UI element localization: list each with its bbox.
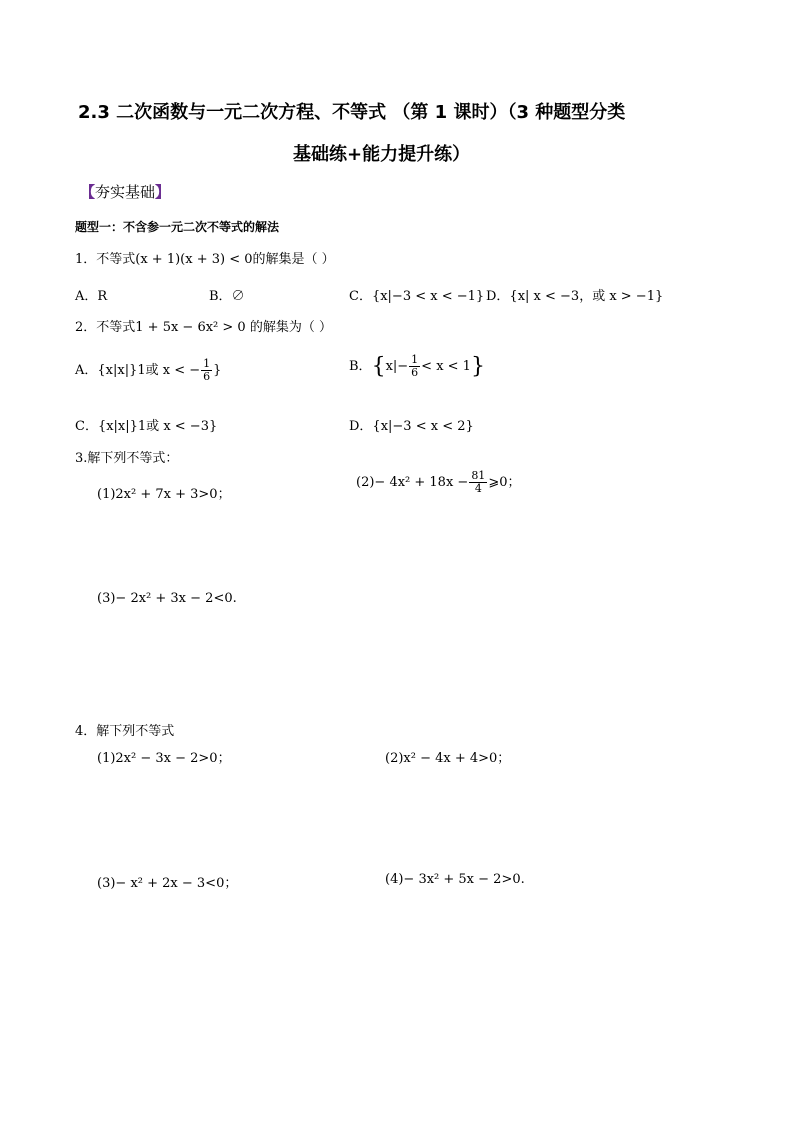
- fraction-denominator: 6: [203, 370, 211, 383]
- question-1-option-c: C．{x|−3 < x < −1}: [349, 289, 485, 304]
- question-3-part-1: (1)2x² + 7x + 3>0；: [97, 487, 231, 502]
- option-b-fraction: [409, 354, 420, 379]
- question-4-part-1: (1)2x² − 3x − 2>0；: [97, 751, 231, 766]
- part-2-fraction: [469, 470, 487, 495]
- question-2-option-c: C．{x|x|}1或 x < −3}: [75, 419, 218, 434]
- part-2-prefix: (2)− 4x² + 18x −: [356, 475, 469, 490]
- page-title-line-1: 2.3 二次函数与一元二次方程、不等式 （第 1 课时）（3 种题型分类: [78, 102, 626, 123]
- option-a-fraction: [201, 358, 212, 383]
- option-b-label: B．: [349, 359, 372, 374]
- question-4-part-2: (2)x² − 4x + 4>0；: [385, 751, 511, 766]
- question-3-part-3: (3)− 2x² + 3x − 2<0.: [97, 591, 237, 606]
- page-title-line-2: 基础练+能力提升练）: [293, 144, 471, 165]
- question-3-stem: 3.解下列不等式：: [75, 451, 179, 466]
- question-1-option-a: A．R: [75, 289, 108, 304]
- option-a-close: }: [213, 363, 222, 378]
- question-4-stem: 4．解下列不等式: [75, 724, 175, 739]
- fraction-numerator: 1: [203, 357, 211, 370]
- question-2-option-d: D．{x|−3 < x < 2}: [349, 419, 474, 434]
- question-1-option-b: B．∅: [209, 289, 245, 304]
- fraction-numerator: 81: [471, 469, 486, 482]
- section-label: 夯实基础: [95, 183, 156, 201]
- question-1-stem: 1．不等式(x + 1)(x + 3) < 0的解集是（ ）: [75, 252, 335, 267]
- fraction-numerator: 1: [411, 353, 419, 366]
- question-2-stem: 2．不等式1 + 5x − 6x² > 0 的解集为（ ）: [75, 320, 332, 335]
- section-left-bracket: 【: [80, 183, 96, 201]
- section-right-bracket: 】: [155, 183, 171, 201]
- question-1-option-d: D．{x| x < −3，或 x > −1}: [486, 289, 664, 304]
- option-b-text-2: < x < 1: [421, 359, 471, 374]
- part-2-suffix: ⩾0；: [488, 475, 521, 490]
- question-2-option-b: [349, 354, 485, 379]
- question-4-part-4: (4)− 3x² + 5x − 2>0.: [385, 872, 525, 887]
- option-b-close-brace: }: [470, 354, 485, 379]
- question-4-part-3: (3)− x² + 2x − 3<0；: [97, 876, 238, 891]
- question-2-option-a: [75, 358, 221, 383]
- option-a-text: A．{x|x|}1或 x < −: [75, 363, 201, 378]
- fraction-denominator: 6: [411, 366, 419, 379]
- option-b-open-brace: {: [371, 354, 386, 379]
- question-3-part-2: [356, 470, 520, 495]
- question-type-heading: 题型一：不含参一元二次不等式的解法: [75, 220, 280, 234]
- option-b-text-1: x|−: [385, 359, 409, 374]
- fraction-denominator: 4: [474, 482, 482, 495]
- section-heading: [80, 181, 170, 202]
